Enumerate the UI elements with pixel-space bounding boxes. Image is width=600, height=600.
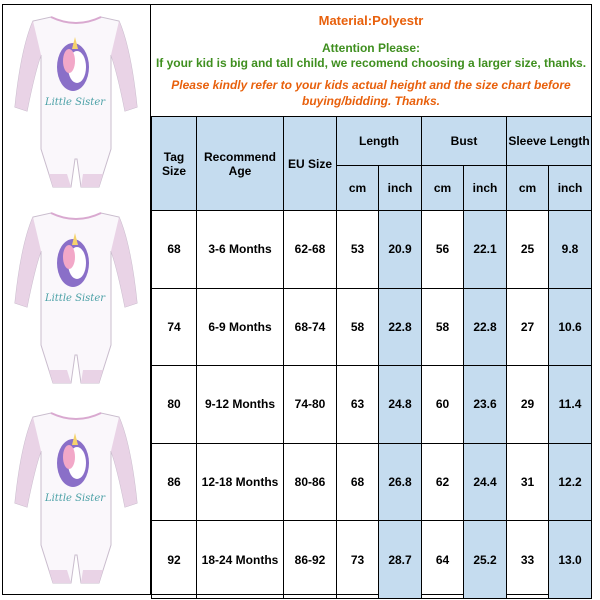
size-chart-frame bbox=[2, 4, 592, 595]
material-text: Material:Polyestr bbox=[318, 13, 424, 28]
cell-bust-inch: 25.2 bbox=[464, 521, 507, 599]
cell-age: 18-24 Months bbox=[197, 521, 284, 599]
cell-age: 9-12 Months bbox=[197, 366, 284, 444]
cell-length-cm: 73 bbox=[337, 521, 379, 599]
cell-tag: 80 bbox=[152, 366, 197, 444]
chart-header bbox=[151, 5, 591, 116]
cell-sleeve-inch: 10.6 bbox=[549, 288, 592, 366]
cell-length-cm: 68 bbox=[337, 443, 379, 521]
cell-tag: 68 bbox=[152, 211, 197, 289]
cell-sleeve-cm: 33 bbox=[507, 521, 549, 599]
table-row bbox=[152, 443, 592, 521]
header-bust-inch: inch bbox=[464, 166, 507, 211]
romper-image bbox=[11, 405, 141, 585]
cell-tag: 92 bbox=[152, 521, 197, 599]
cell-sleeve-cm: 31 bbox=[507, 443, 549, 521]
cell-bust-inch: 24.4 bbox=[464, 443, 507, 521]
cell-bust-inch: 22.1 bbox=[464, 211, 507, 289]
cell-bust-cm: 62 bbox=[422, 443, 464, 521]
romper-image bbox=[11, 9, 141, 189]
cell-bust-inch: 22.8 bbox=[464, 288, 507, 366]
cell-tag: 86 bbox=[152, 443, 197, 521]
refer-note: Please kindly refer to your kids actual height and the size chart before buying/bidding. Thanks. bbox=[171, 78, 571, 108]
size-table bbox=[151, 116, 592, 599]
cell-sleeve-inch: 11.4 bbox=[549, 366, 592, 444]
svg-text:Little Sister: Little Sister bbox=[44, 493, 106, 504]
cell-bust-cm: 58 bbox=[422, 288, 464, 366]
header-recommend-age: Recommend Age bbox=[197, 117, 284, 211]
size-chart bbox=[151, 5, 591, 594]
cell-sleeve-cm: 27 bbox=[507, 288, 549, 366]
romper-image bbox=[11, 205, 141, 385]
cell-sleeve-cm: 29 bbox=[507, 366, 549, 444]
cell-eu: 68-74 bbox=[284, 288, 337, 366]
cell-length-inch: 28.7 bbox=[379, 521, 422, 599]
table-row bbox=[152, 288, 592, 366]
header-sleeve-cm: cm bbox=[507, 166, 549, 211]
svg-text:Little Sister: Little Sister bbox=[44, 97, 106, 108]
cell-eu: 62-68 bbox=[284, 211, 337, 289]
header-length-cm: cm bbox=[337, 166, 379, 211]
cell-length-inch: 24.8 bbox=[379, 366, 422, 444]
cell-length-inch: 20.9 bbox=[379, 211, 422, 289]
cell-age: 6-9 Months bbox=[197, 288, 284, 366]
cell-sleeve-inch: 12.2 bbox=[549, 443, 592, 521]
header-sleeve-length: Sleeve Length bbox=[507, 117, 592, 166]
cell-eu: 80-86 bbox=[284, 443, 337, 521]
cell-length-cm: 63 bbox=[337, 366, 379, 444]
cell-eu: 74-80 bbox=[284, 366, 337, 444]
header-length-inch: inch bbox=[379, 166, 422, 211]
cell-sleeve-inch: 13.0 bbox=[549, 521, 592, 599]
svg-text:Little Sister: Little Sister bbox=[44, 293, 106, 304]
header-length: Length bbox=[337, 117, 422, 166]
attention-text: If your kid is big and tall child, we recomend choosing a larger size, thanks. bbox=[155, 56, 587, 70]
header-bust-cm: cm bbox=[422, 166, 464, 211]
header-bust: Bust bbox=[422, 117, 507, 166]
cell-bust-cm: 56 bbox=[422, 211, 464, 289]
cell-tag: 74 bbox=[152, 288, 197, 366]
header-sleeve-inch: inch bbox=[549, 166, 592, 211]
cell-age: 3-6 Months bbox=[197, 211, 284, 289]
cell-sleeve-cm: 25 bbox=[507, 211, 549, 289]
cell-bust-inch: 23.6 bbox=[464, 366, 507, 444]
table-row bbox=[152, 366, 592, 444]
cell-length-inch: 22.8 bbox=[379, 288, 422, 366]
cell-eu: 86-92 bbox=[284, 521, 337, 599]
cell-age: 12-18 Months bbox=[197, 443, 284, 521]
table-row bbox=[152, 211, 592, 289]
header-eu-size: EU Size bbox=[284, 117, 337, 211]
product-photo-column bbox=[3, 5, 151, 594]
cell-sleeve-inch: 9.8 bbox=[549, 211, 592, 289]
cell-length-inch: 26.8 bbox=[379, 443, 422, 521]
attention-title: Attention Please: bbox=[321, 41, 420, 55]
table-row bbox=[152, 521, 592, 599]
cell-length-cm: 53 bbox=[337, 211, 379, 289]
cell-bust-cm: 60 bbox=[422, 366, 464, 444]
header-tag-size: Tag Size bbox=[152, 117, 197, 211]
cell-bust-cm: 64 bbox=[422, 521, 464, 599]
cell-length-cm: 58 bbox=[337, 288, 379, 366]
